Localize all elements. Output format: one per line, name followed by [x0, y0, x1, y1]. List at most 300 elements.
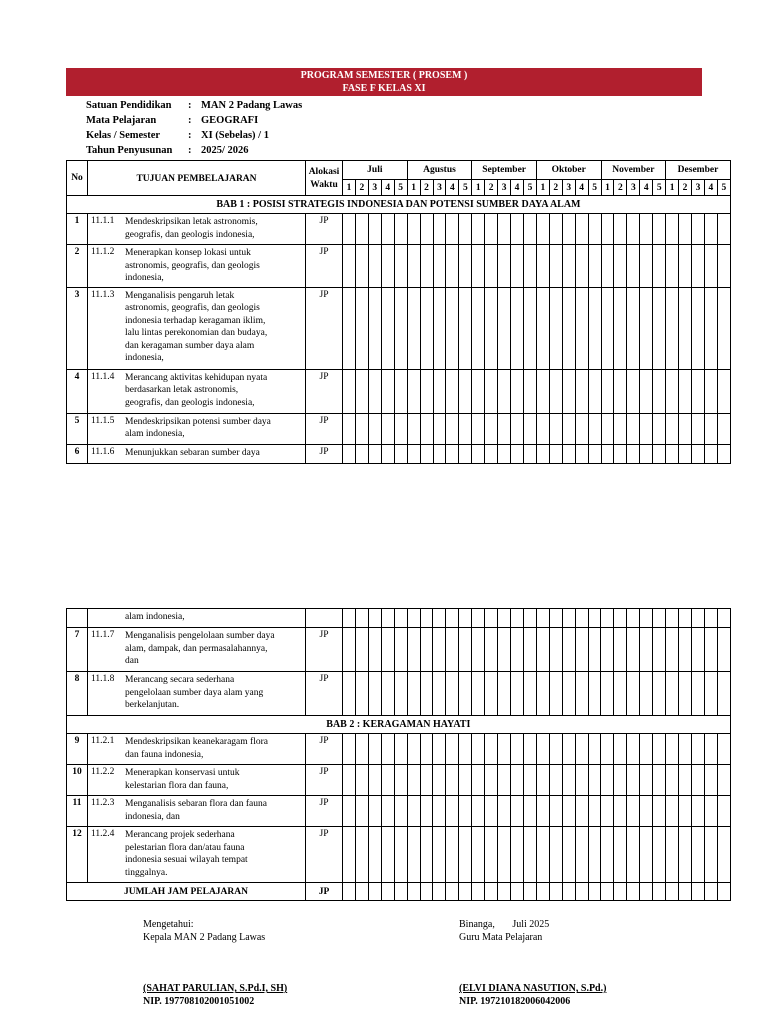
schedule-cell — [343, 765, 356, 796]
schedule-cell — [446, 672, 459, 716]
objective-text-line: dan keragaman sumber daya alam — [125, 340, 255, 351]
schedule-cell — [498, 827, 511, 883]
schedule-cell — [368, 796, 381, 827]
schedule-cell — [640, 628, 653, 672]
schedule-cell — [355, 444, 368, 463]
schedule-cell — [588, 444, 601, 463]
schedule-cell — [433, 796, 446, 827]
schedule-cell — [640, 827, 653, 883]
objective-text-line: dan — [125, 656, 139, 666]
schedule-cell — [536, 444, 549, 463]
month-header: November — [601, 161, 666, 180]
schedule-cell — [679, 369, 692, 413]
schedule-cell — [588, 287, 601, 369]
schedule-cell — [640, 214, 653, 245]
schedule-cell — [653, 827, 666, 883]
schedule-cell — [459, 287, 472, 369]
schedule-cell — [511, 287, 524, 369]
schedule-cell — [485, 883, 498, 901]
schedule-cell — [498, 214, 511, 245]
month-header: Oktober — [536, 161, 601, 180]
schedule-cell — [717, 287, 730, 369]
schedule-cell — [394, 609, 407, 628]
total-value: JP — [306, 883, 343, 901]
objective-text-line: indonesia, — [125, 273, 164, 283]
schedule-cell — [588, 734, 601, 765]
objective-code: 11.1.8 — [91, 674, 115, 684]
schedule-cell — [575, 609, 588, 628]
schedule-cell — [679, 245, 692, 288]
schedule-cell — [459, 214, 472, 245]
objective-text-line: geografis, dan geologis indonesia, — [125, 229, 255, 240]
schedule-cell — [562, 796, 575, 827]
schedule-cell — [704, 214, 717, 245]
week-number: 5 — [459, 180, 472, 196]
schedule-cell — [394, 765, 407, 796]
schedule-cell — [485, 369, 498, 413]
schedule-cell — [691, 765, 704, 796]
schedule-cell — [407, 883, 420, 901]
schedule-cell — [420, 796, 433, 827]
objective-text-line: alam indonesia, — [125, 612, 185, 622]
schedule-cell — [678, 734, 691, 765]
schedule-cell — [355, 413, 368, 444]
schedule-cell — [666, 444, 679, 463]
schedule-cell — [601, 883, 614, 901]
schedule-cell — [536, 214, 549, 245]
schedule-cell — [691, 796, 704, 827]
table-row — [67, 369, 731, 413]
table-row — [67, 214, 731, 245]
schedule-cell — [692, 245, 705, 288]
schedule-cell — [523, 734, 536, 765]
week-number: 2 — [420, 180, 433, 196]
schedule-cell — [601, 369, 614, 413]
document-title — [66, 68, 702, 96]
schedule-cell — [562, 369, 575, 413]
schedule-cell — [498, 245, 511, 288]
schedule-cell — [614, 883, 627, 901]
objective-code: 11.2.3 — [91, 798, 115, 808]
row-number: 5 — [67, 413, 88, 444]
table-row — [67, 765, 731, 796]
schedule-cell — [498, 796, 511, 827]
chapter-row — [67, 196, 731, 214]
month-header: Juli — [343, 161, 408, 180]
schedule-cell — [407, 214, 420, 245]
schedule-cell — [640, 796, 653, 827]
schedule-cell — [575, 672, 588, 716]
schedule-cell — [498, 765, 511, 796]
objective-text-line: indonesia, dan — [125, 811, 180, 822]
schedule-cell — [407, 444, 420, 463]
schedule-cell — [472, 413, 485, 444]
schedule-cell — [459, 628, 472, 672]
signature-teacher: Binanga, Juli 2025 Guru Mata Pelajaran (ELVI DIANA NASUTION, S.Pd.) NIP. 197210182006042006 — [459, 919, 607, 1007]
schedule-cell — [614, 369, 627, 413]
schedule-cell — [562, 214, 575, 245]
week-number: 3 — [433, 180, 446, 196]
schedule-cell — [381, 444, 394, 463]
schedule-cell — [666, 734, 679, 765]
schedule-cell — [614, 628, 627, 672]
objective-text-line: Mendeskripsikan letak astronomis, — [125, 217, 258, 227]
meta-row: Mata Pelajaran : GEOGRAFI — [86, 115, 259, 126]
schedule-cell — [433, 734, 446, 765]
schedule-cell — [536, 287, 549, 369]
schedule-cell — [640, 369, 653, 413]
schedule-cell — [343, 672, 356, 716]
schedule-cell — [575, 827, 588, 883]
time-allocation: JP — [306, 796, 343, 827]
schedule-cell — [343, 734, 356, 765]
schedule-cell — [355, 628, 368, 672]
schedule-cell — [704, 672, 717, 716]
learning-objective — [88, 672, 306, 716]
schedule-cell — [562, 827, 575, 883]
schedule-cell — [433, 444, 446, 463]
week-number: 5 — [394, 180, 407, 196]
schedule-cell — [485, 765, 498, 796]
schedule-cell — [523, 796, 536, 827]
schedule-cell — [510, 765, 523, 796]
schedule-cell — [420, 609, 433, 628]
schedule-cell — [614, 413, 627, 444]
schedule-cell — [407, 827, 420, 883]
week-number: 3 — [498, 180, 511, 196]
schedule-cell — [717, 734, 730, 765]
schedule-cell — [343, 413, 356, 444]
objective-text-line: kelestarian flora dan fauna, — [125, 780, 229, 791]
objective-text-line: Mendeskripsikan potensi sumber daya — [125, 416, 271, 427]
week-number: 2 — [679, 180, 692, 196]
schedule-cell — [678, 827, 691, 883]
schedule-cell — [588, 765, 601, 796]
schedule-cell — [704, 369, 717, 413]
objective-text-line: Menerapkan konsep lokasi untuk — [125, 248, 251, 258]
schedule-cell — [368, 827, 381, 883]
objective-text-line: Menganalisis sebaran flora dan fauna — [125, 799, 267, 809]
schedule-cell — [692, 369, 705, 413]
schedule-cell — [407, 796, 420, 827]
schedule-cell — [691, 628, 704, 672]
week-number: 1 — [601, 180, 614, 196]
schedule-cell — [717, 796, 730, 827]
objective-code: 11.2.1 — [91, 736, 115, 746]
objective-text-line: Mendeskripsikan keanekaragam flora — [125, 737, 268, 747]
schedule-cell — [666, 413, 679, 444]
row-number: 6 — [67, 444, 88, 463]
schedule-cell — [717, 827, 730, 883]
schedule-cell — [394, 734, 407, 765]
learning-objective — [88, 734, 306, 765]
schedule-cell — [666, 369, 679, 413]
schedule-cell — [485, 287, 498, 369]
schedule-cell — [562, 765, 575, 796]
row-number — [67, 609, 88, 628]
schedule-cell — [523, 628, 536, 672]
week-number: 3 — [368, 180, 381, 196]
schedule-cell — [523, 883, 536, 901]
objective-text-line: pelestarian flora dan/atau fauna — [125, 842, 245, 853]
objective-text-line: berdasarkan letak astronomis, — [125, 385, 239, 395]
schedule-cell — [536, 796, 549, 827]
schedule-cell — [343, 214, 356, 245]
schedule-cell — [446, 287, 459, 369]
schedule-cell — [459, 827, 472, 883]
schedule-cell — [653, 628, 666, 672]
schedule-cell — [627, 883, 640, 901]
schedule-cell — [549, 734, 562, 765]
schedule-cell — [394, 245, 407, 288]
schedule-cell — [627, 444, 640, 463]
objective-text-line: indonesia terhadap keragaman iklim, — [125, 315, 266, 326]
schedule-cell — [381, 628, 394, 672]
schedule-cell — [562, 609, 575, 628]
week-number: 3 — [627, 180, 640, 196]
schedule-cell — [614, 287, 627, 369]
schedule-cell — [549, 796, 562, 827]
schedule-cell — [355, 214, 368, 245]
schedule-cell — [640, 413, 653, 444]
schedule-cell — [523, 369, 536, 413]
schedule-cell — [446, 609, 459, 628]
row-number: 8 — [67, 672, 88, 716]
schedule-cell — [446, 245, 459, 288]
time-allocation: JP — [306, 444, 343, 463]
schedule-cell — [485, 245, 498, 288]
schedule-cell — [523, 287, 536, 369]
week-number: 1 — [407, 180, 420, 196]
objective-code: 11.1.5 — [91, 415, 115, 426]
schedule-cell — [381, 672, 394, 716]
schedule-cell — [472, 609, 485, 628]
schedule-cell — [472, 883, 485, 901]
schedule-cell — [472, 444, 485, 463]
learning-objective — [88, 765, 306, 796]
table-row — [67, 413, 731, 444]
week-number: 3 — [692, 180, 705, 196]
schedule-cell — [717, 444, 730, 463]
schedule-cell — [485, 444, 498, 463]
schedule-cell — [355, 796, 368, 827]
schedule-cell — [653, 796, 666, 827]
schedule-cell — [575, 287, 588, 369]
row-number: 10 — [67, 765, 88, 796]
total-row — [67, 883, 731, 901]
schedule-cell — [433, 827, 446, 883]
schedule-cell — [678, 628, 691, 672]
week-number: 4 — [704, 180, 717, 196]
schedule-cell — [523, 827, 536, 883]
header-objective: TUJUAN PEMBELAJARAN — [88, 161, 306, 196]
schedule-cell — [407, 628, 420, 672]
schedule-cell — [498, 369, 511, 413]
schedule-cell — [627, 734, 640, 765]
schedule-cell — [343, 883, 356, 901]
schedule-cell — [368, 369, 381, 413]
schedule-cell — [355, 883, 368, 901]
schedule-cell — [446, 369, 459, 413]
schedule-cell — [536, 672, 549, 716]
schedule-cell — [653, 734, 666, 765]
schedule-cell — [704, 245, 717, 288]
schedule-cell — [433, 245, 446, 288]
month-header: Agustus — [407, 161, 472, 180]
schedule-cell — [614, 734, 627, 765]
schedule-cell — [717, 883, 730, 901]
schedule-cell — [691, 672, 704, 716]
schedule-cell — [381, 827, 394, 883]
schedule-cell — [691, 734, 704, 765]
schedule-cell — [562, 413, 575, 444]
schedule-cell — [640, 609, 653, 628]
schedule-cell — [446, 214, 459, 245]
schedule-cell — [601, 765, 614, 796]
schedule-cell — [588, 827, 601, 883]
schedule-cell — [420, 765, 433, 796]
schedule-cell — [510, 734, 523, 765]
schedule-cell — [562, 628, 575, 672]
time-allocation: JP — [306, 734, 343, 765]
objective-code: 11.2.4 — [91, 829, 115, 839]
schedule-cell — [433, 765, 446, 796]
schedule-cell — [653, 765, 666, 796]
schedule-cell — [394, 628, 407, 672]
schedule-cell — [666, 765, 679, 796]
objective-code: 11.1.6 — [91, 446, 115, 457]
schedule-cell — [588, 883, 601, 901]
schedule-cell — [523, 245, 536, 288]
schedule-cell — [717, 245, 730, 288]
objective-code: 11.1.2 — [91, 247, 115, 257]
signature-principal: Mengetahui: Kepala MAN 2 Padang Lawas (SAHAT PARULIAN, S.Pd.I, SH) NIP. 197708102001051002 — [143, 919, 288, 1007]
schedule-cell — [485, 214, 498, 245]
week-number: 4 — [446, 180, 459, 196]
schedule-cell — [446, 734, 459, 765]
time-allocation: JP — [306, 672, 343, 716]
schedule-cell — [536, 765, 549, 796]
schedule-cell — [588, 245, 601, 288]
schedule-cell — [498, 628, 511, 672]
schedule-cell — [536, 413, 549, 444]
schedule-cell — [717, 413, 730, 444]
table-row — [67, 444, 731, 463]
learning-objective — [88, 628, 306, 672]
schedule-cell — [549, 369, 562, 413]
schedule-cell — [704, 796, 717, 827]
schedule-cell — [498, 734, 511, 765]
schedule-cell — [343, 444, 356, 463]
schedule-cell — [704, 609, 717, 628]
schedule-cell — [627, 827, 640, 883]
schedule-cell — [601, 214, 614, 245]
learning-objective — [88, 214, 306, 245]
schedule-cell — [575, 883, 588, 901]
schedule-cell — [549, 765, 562, 796]
week-number: 2 — [485, 180, 498, 196]
schedule-cell — [420, 245, 433, 288]
objective-text-line: Menganalisis pengelolaan sumber daya — [125, 631, 275, 641]
schedule-cell — [601, 287, 614, 369]
schedule-cell — [511, 214, 524, 245]
schedule-cell — [472, 628, 485, 672]
learning-objective — [88, 827, 306, 883]
schedule-cell — [678, 765, 691, 796]
schedule-cell — [472, 369, 485, 413]
title-line-2: FASE F KELAS XI — [342, 83, 426, 94]
schedule-cell — [355, 609, 368, 628]
schedule-cell — [588, 214, 601, 245]
schedule-cell — [485, 734, 498, 765]
schedule-cell — [446, 883, 459, 901]
week-number: 4 — [640, 180, 653, 196]
prosem-table-part-1 — [66, 160, 731, 464]
schedule-cell — [627, 765, 640, 796]
objective-text-line: Merancang secara sederhana — [125, 675, 235, 685]
schedule-cell — [653, 883, 666, 901]
schedule-cell — [459, 883, 472, 901]
schedule-cell — [549, 827, 562, 883]
schedule-cell — [343, 369, 356, 413]
schedule-cell — [523, 413, 536, 444]
month-header: September — [472, 161, 537, 180]
schedule-cell — [614, 444, 627, 463]
schedule-cell — [640, 287, 653, 369]
schedule-cell — [472, 287, 485, 369]
schedule-cell — [381, 765, 394, 796]
objective-code: 11.1.4 — [91, 371, 115, 382]
schedule-cell — [511, 245, 524, 288]
schedule-cell — [394, 796, 407, 827]
schedule-cell — [614, 827, 627, 883]
schedule-cell — [562, 245, 575, 288]
objective-code: 11.2.2 — [91, 767, 115, 777]
schedule-cell — [640, 765, 653, 796]
objective-text-line: Merancang aktivitas kehidupan nyata — [125, 372, 268, 383]
objective-code: 11.1.1 — [91, 216, 115, 226]
objective-text-line: Menganalisis pengaruh letak — [125, 290, 235, 301]
schedule-cell — [511, 444, 524, 463]
schedule-cell — [601, 672, 614, 716]
schedule-cell — [588, 672, 601, 716]
row-number: 12 — [67, 827, 88, 883]
schedule-cell — [691, 827, 704, 883]
week-number: 5 — [717, 180, 730, 196]
schedule-cell — [381, 734, 394, 765]
schedule-cell — [575, 734, 588, 765]
schedule-cell — [679, 413, 692, 444]
objective-text-line: Merancang projek sederhana — [125, 830, 235, 840]
schedule-cell — [355, 734, 368, 765]
schedule-cell — [394, 827, 407, 883]
schedule-cell — [653, 369, 666, 413]
schedule-cell — [510, 796, 523, 827]
schedule-cell — [433, 214, 446, 245]
schedule-cell — [601, 628, 614, 672]
schedule-cell — [666, 245, 679, 288]
chapter-title: BAB 2 : KERAGAMAN HAYATI — [67, 716, 731, 734]
schedule-cell — [394, 287, 407, 369]
schedule-cell — [575, 214, 588, 245]
week-number: 4 — [381, 180, 394, 196]
objective-text-line: Menerapkan konservasi untuk — [125, 768, 240, 778]
schedule-cell — [355, 245, 368, 288]
week-number: 2 — [614, 180, 627, 196]
schedule-cell — [627, 369, 640, 413]
schedule-cell — [640, 734, 653, 765]
schedule-cell — [717, 214, 730, 245]
